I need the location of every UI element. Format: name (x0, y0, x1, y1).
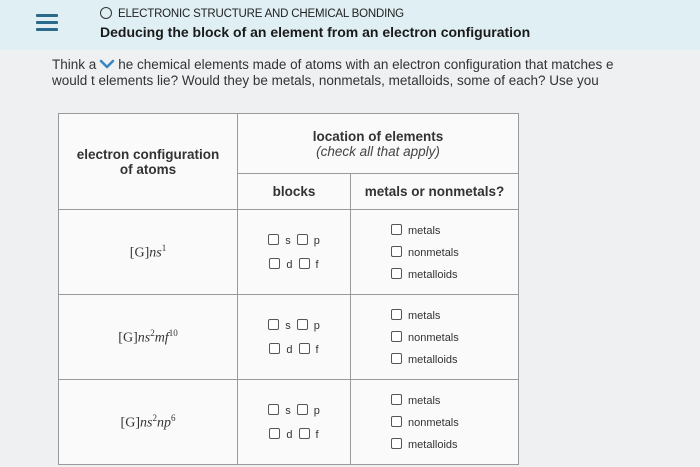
config-orbital: ns (137, 330, 151, 346)
metal-label: nonmetals (408, 331, 459, 344)
metals-cell (351, 295, 519, 380)
checkbox[interactable] (269, 428, 280, 439)
metal-option[interactable] (391, 416, 518, 429)
block-options-line (238, 319, 350, 332)
checkbox[interactable] (391, 416, 402, 427)
checkbox[interactable] (268, 234, 279, 245)
block-option[interactable] (268, 404, 291, 417)
block-option[interactable] (297, 404, 320, 417)
block-label: f (315, 258, 319, 271)
metal-label: metalloids (408, 438, 458, 451)
block-option[interactable] (269, 343, 292, 356)
block-label: p (313, 404, 320, 417)
block-label: d (286, 428, 293, 441)
config-orbital: ns (139, 415, 153, 431)
config-exponent: 6 (170, 412, 176, 423)
block-option[interactable] (268, 319, 291, 332)
checkbox[interactable] (391, 353, 402, 364)
question-line2-end: elements lie? Would they be metals, nonmetals, metalloids, some of each? Use you (94, 73, 599, 88)
metal-option[interactable] (391, 331, 518, 344)
block-options-line (238, 428, 350, 441)
circle-icon (100, 7, 112, 19)
metal-option[interactable] (391, 268, 518, 281)
metals-cell (351, 380, 519, 465)
checkbox[interactable] (297, 234, 308, 245)
blocks-cell (238, 295, 351, 380)
metal-label: metalloids (408, 353, 458, 366)
metal-option[interactable] (391, 353, 518, 366)
electron-config (59, 295, 238, 380)
checkbox[interactable] (297, 404, 308, 415)
config-orbital: ns (149, 245, 162, 261)
metal-option[interactable] (391, 438, 518, 451)
question-text (52, 57, 700, 89)
checkbox[interactable] (391, 394, 402, 405)
block-label: s (285, 319, 291, 332)
checkbox[interactable] (391, 224, 402, 235)
checkbox[interactable] (299, 258, 310, 269)
block-option[interactable] (299, 343, 319, 356)
electron-config (59, 210, 238, 295)
checkbox[interactable] (391, 438, 402, 449)
block-label: s (285, 404, 291, 417)
config-exponent: 1 (161, 242, 167, 253)
location-header (238, 114, 519, 174)
checkbox[interactable] (391, 246, 402, 257)
menu-icon[interactable] (36, 12, 58, 32)
metals-header: metals or nonmetals? (351, 174, 519, 210)
question-line2-start: would t (52, 73, 95, 88)
config-header-line2: of atoms (119, 161, 177, 177)
question-line1-start: Think a (52, 57, 97, 72)
block-label: p (313, 319, 320, 332)
electron-config (59, 380, 238, 465)
checkbox[interactable] (391, 309, 402, 320)
metal-label: metalloids (408, 268, 458, 281)
block-option[interactable] (269, 258, 292, 271)
config-column-header (59, 114, 238, 210)
metal-label: metals (408, 309, 441, 322)
config-exponent: 10 (168, 327, 178, 338)
table-row (59, 295, 519, 380)
metal-label: metals (408, 394, 441, 407)
metal-option[interactable] (391, 394, 518, 407)
blocks-cell (238, 380, 351, 465)
checkbox[interactable] (299, 428, 310, 439)
block-label: d (286, 258, 293, 271)
table-row (59, 380, 519, 465)
page-title: Deducing the block of an element from an electron configuration (100, 24, 531, 40)
metal-label: nonmetals (408, 416, 459, 429)
checkbox[interactable] (299, 343, 310, 354)
block-label: d (286, 343, 293, 356)
blocks-cell (238, 210, 351, 295)
checkbox[interactable] (268, 404, 279, 415)
block-options-line (238, 234, 350, 247)
block-option[interactable] (297, 319, 320, 332)
block-option[interactable] (299, 428, 319, 441)
checkbox[interactable] (268, 319, 279, 330)
metal-option[interactable] (391, 309, 518, 322)
block-options-line (238, 404, 350, 417)
location-header-title: location of elements (312, 128, 444, 144)
block-options-line (238, 343, 350, 356)
blocks-header: blocks (238, 174, 351, 210)
metals-cell (351, 210, 519, 295)
block-label: p (313, 234, 320, 247)
block-label: s (285, 234, 291, 247)
metal-label: metals (408, 224, 441, 237)
block-options-line (238, 258, 350, 271)
checkbox[interactable] (269, 258, 280, 269)
block-option[interactable] (297, 234, 320, 247)
answer-table (58, 113, 519, 465)
checkbox[interactable] (269, 343, 280, 354)
config-orbital: np (156, 415, 171, 431)
metal-option[interactable] (391, 224, 518, 237)
block-option[interactable] (299, 258, 319, 271)
checkbox[interactable] (391, 268, 402, 279)
config-core: [G] (120, 415, 140, 431)
checkbox[interactable] (391, 331, 402, 342)
block-option[interactable] (268, 234, 291, 247)
question-line1-end: he chemical elements made of atoms with an electron configuration that matches e (118, 57, 614, 72)
table-row (59, 210, 519, 295)
config-exponent: 2 (150, 327, 155, 338)
section-label (100, 7, 404, 20)
config-core: [G] (118, 330, 138, 346)
config-exponent: 2 (152, 412, 157, 423)
location-header-sub: (check all that apply) (316, 143, 440, 159)
config-orbital: mf (154, 330, 169, 346)
metal-option[interactable] (391, 246, 518, 259)
checkbox[interactable] (297, 319, 308, 330)
config-header-line1: electron configuration (76, 146, 220, 162)
metal-label: nonmetals (408, 246, 459, 259)
block-label: f (315, 343, 319, 356)
block-label: f (315, 428, 319, 441)
section-text: ELECTRONIC STRUCTURE AND CHEMICAL BONDING (118, 8, 404, 20)
block-option[interactable] (269, 428, 292, 441)
config-core: [G] (129, 245, 150, 261)
chevron-down-icon[interactable] (98, 57, 116, 71)
top-bar (0, 0, 700, 50)
